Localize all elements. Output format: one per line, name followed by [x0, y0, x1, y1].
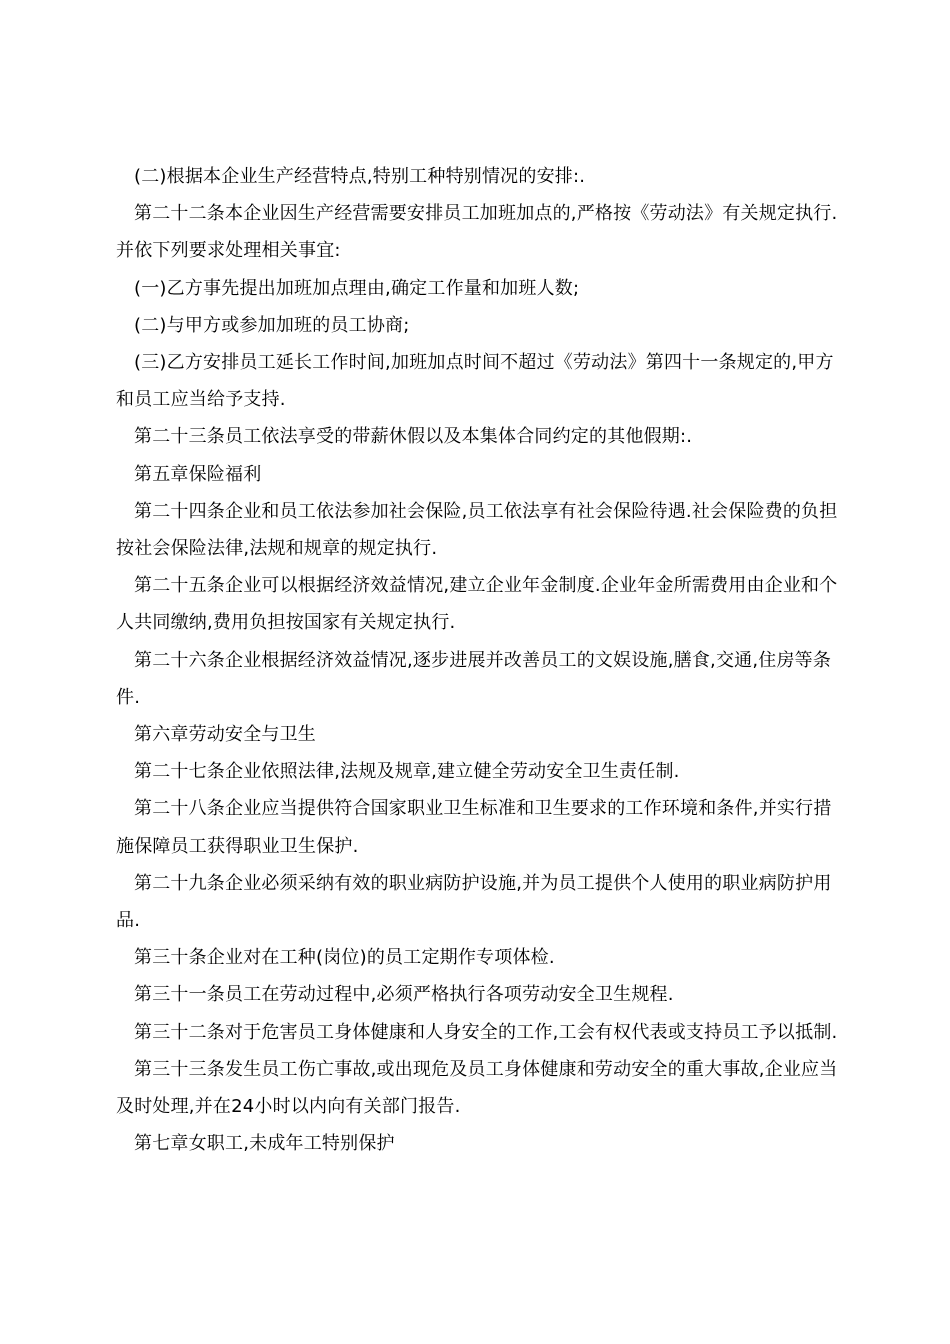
paragraph: 第二十九条企业必须采纳有效的职业病防护设施,并为员工提供个人使用的职业病防护用品.: [116, 872, 832, 932]
chapter-heading: 第六章劳动安全与卫生: [134, 724, 316, 746]
paragraph: 第二十五条企业可以根据经济效益情况,建立企业年金制度.企业年金所需费用由企业和个人共同缴纳,费用负担按国家有关规定执行.: [116, 575, 838, 634]
paragraph: 第二十八条企业应当提供符合国家职业卫生标准和卫生要求的工作环境和条件,并实行措施保障员工获得职业卫生保护.: [116, 798, 832, 857]
chapter-heading: 第五章保险福利: [134, 463, 262, 485]
paragraph: 第三十一条员工在劳动过程中,必须严格执行各项劳动安全卫生规程.: [134, 984, 674, 1006]
chapter-heading: 第七章女职工,未成年工特别保护: [134, 1133, 395, 1155]
paragraph: 第二十六条企业根据经济效益情况,逐步进展并改善员工的文娱设施,膳食,交通,住房等条件.: [116, 649, 832, 708]
document-body: [116, 158, 840, 1162]
paragraph: 第二十三条员工依法享受的带薪休假以及本集体合同约定的其他假期:.: [134, 426, 693, 448]
paragraph: 第三十条企业对在工种(岗位)的员工定期作专项体检.: [134, 947, 555, 969]
paragraph: 第二十二条本企业因生产经营需要安排员工加班加点的,严格按《劳动法》有关规定执行.并依下列要求处理相关事宜:: [116, 203, 838, 262]
paragraph: (三)乙方安排员工延长工作时间,加班加点时间不超过《劳动法》第四十一条规定的,甲方和员工应当给予支持.: [116, 352, 834, 411]
paragraph: (二)根据本企业生产经营特点,特别工种特别情况的安排:.: [134, 166, 586, 187]
paragraph: (二)与甲方或参加加班的员工协商;: [134, 314, 410, 336]
paragraph: 第三十三条发生员工伤亡事故,或出现危及员工身体健康和劳动安全的重大事故,企业应当及时处理,并在24小时以内向有关部门报告.: [116, 1058, 838, 1118]
paragraph: (一)乙方事先提出加班加点理由,确定工作量和加班人数;: [134, 277, 580, 299]
paragraph: 第二十七条企业依照法律,法规及规章,建立健全劳动安全卫生责任制.: [134, 761, 680, 783]
paragraph: 第二十四条企业和员工依法参加社会保险,员工依法享有社会保险待遇.社会保险费的负担按社会保险法律,法规和规章的规定执行.: [116, 500, 838, 560]
paragraph: 第三十二条对于危害员工身体健康和人身安全的工作,工会有权代表或支持员工予以抵制.: [134, 1021, 838, 1043]
